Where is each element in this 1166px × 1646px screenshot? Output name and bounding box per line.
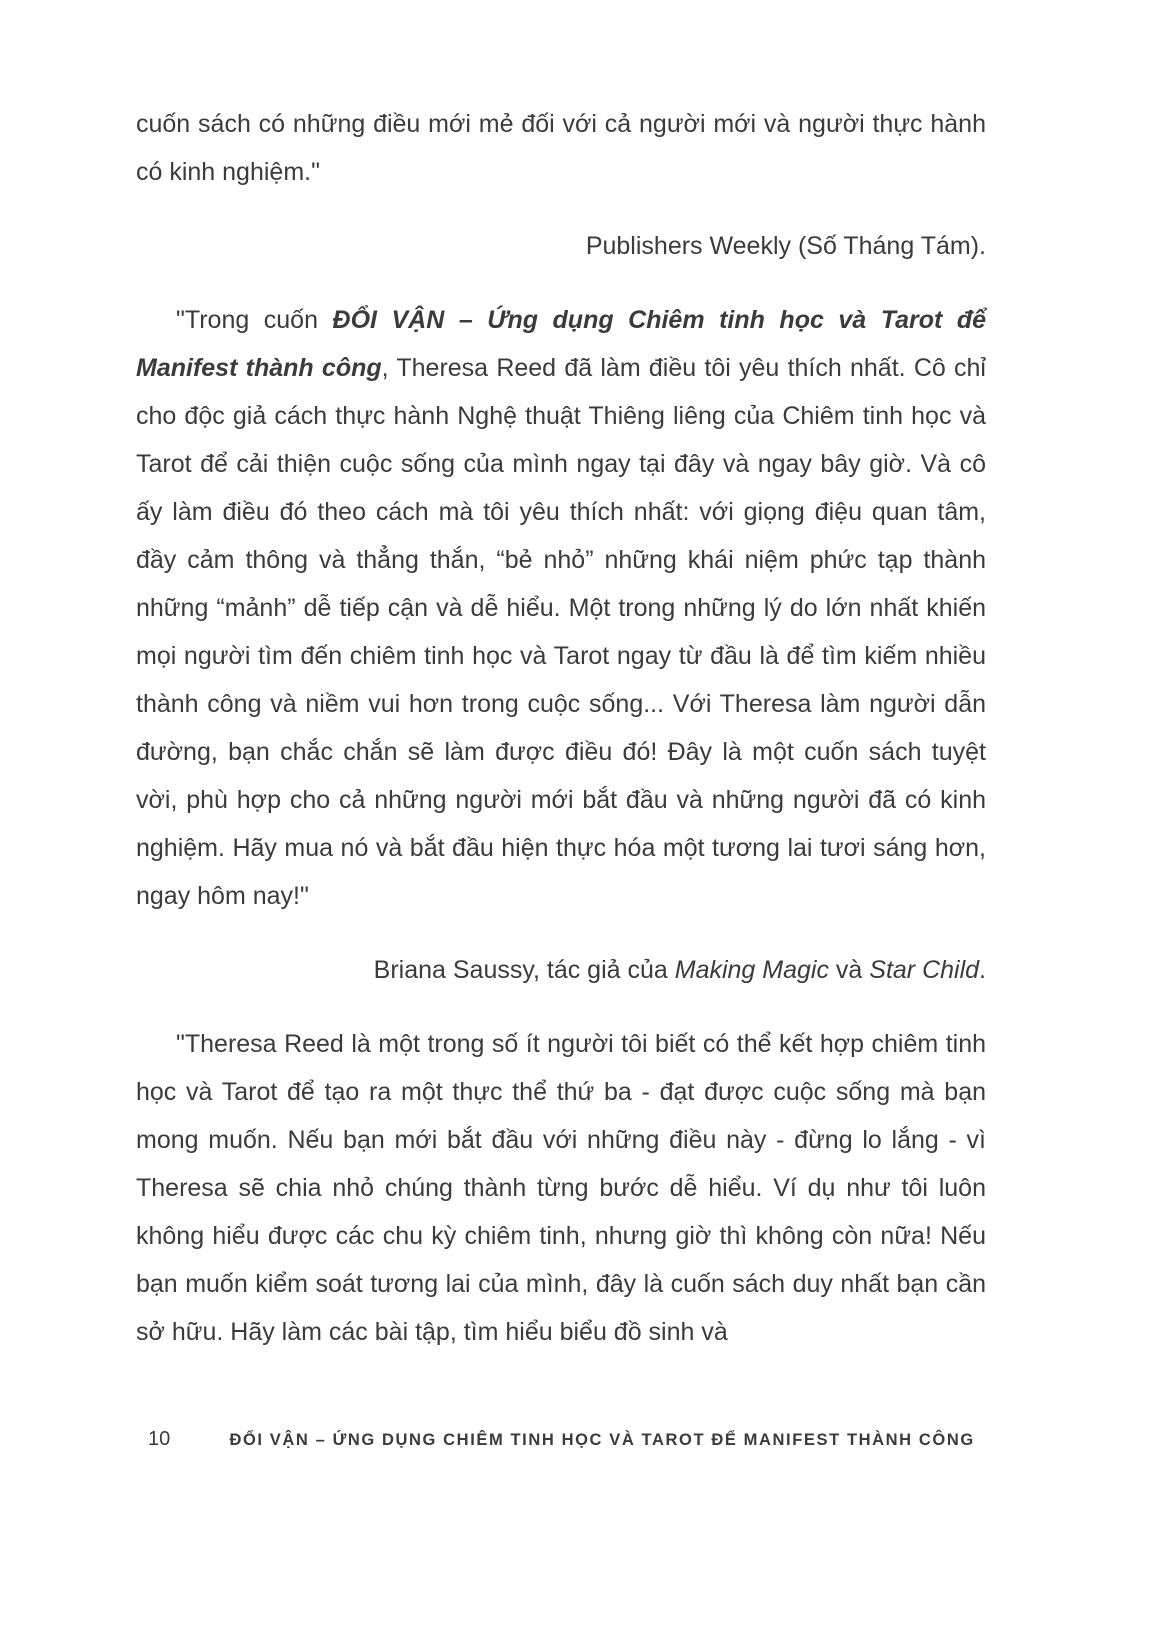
page-number: 10: [148, 1428, 171, 1450]
text-segment: .: [979, 956, 986, 984]
text-segment: , Theresa Reed đã làm điều tôi yêu thích nhất. Cô chỉ cho độc giả cách thực hành Nghệ thuật Thiêng liêng của Chiêm tinh học và Tarot để cải thiện cuộc sống của mình ngay tại đây và ngay bây giờ. Và cô ấy làm điều đó theo cách mà tôi yêu thích nhất: với giọng điệu quan tâm, đầy cảm thông và thẳng thắn, “bẻ nhỏ” những khái niệm phức tạp thành những “mảnh” dễ tiếp cận và dễ hiểu. Một trong những lý do lớn nhất khiến mọi người tìm đến chiêm tinh học và Tarot ngay từ đầu là để tìm kiếm nhiều thành công và niềm vui hơn trong cuộc sống... Với Theresa làm người dẫn đường, bạn chắc chắn sẽ làm được điều đó! Đây là một cuốn sách tuyệt vời, phù hợp cho cả những người mới bắt đầu và những người đã có kinh nghiệm. Hãy mua nó và bắt đầu hiện thực hóa một tương lai tươi sáng hơn, ngay hôm nay!": [136, 354, 986, 910]
text-segment: ĐỔI VẬN – Ứng dụng Chiêm tinh học và Tarot để Manifest thành công: [136, 306, 987, 382]
text-segment: "Trong cuốn: [176, 306, 333, 334]
text-segment: và: [828, 956, 870, 984]
body-paragraph: [136, 1020, 986, 1356]
attribution: [136, 946, 986, 994]
text-segment: cuốn sách có những điều mới mẻ đối với cả người mới và người thực hành có kinh nghiệm.": [136, 110, 986, 186]
text-segment: Briana Saussy, tác giả của: [373, 956, 675, 984]
text-segment: Star Child: [869, 956, 980, 984]
text-segment: Making Magic: [674, 956, 829, 984]
page-footer: [148, 1428, 1034, 1451]
page-content: [136, 100, 986, 1356]
body-paragraph: [136, 296, 986, 920]
attribution: [136, 222, 986, 270]
text-segment: Publishers Weekly (Số Tháng Tám).: [585, 232, 986, 260]
body-paragraph: [136, 100, 986, 196]
running-title: ĐỔI VẬN – ỨNG DỤNG CHIÊM TINH HỌC VÀ TAROT ĐỂ MANIFEST THÀNH CÔNG: [229, 1431, 975, 1449]
text-segment: "Theresa Reed là một trong số ít người tôi biết có thể kết hợp chiêm tinh học và Tarot để tạo ra một thực thể thứ ba - đạt được cuộc sống mà bạn mong muốn. Nếu bạn mới bắt đầu với những điều này - đừng lo lắng - vì Theresa sẽ chia nhỏ chúng thành từng bước dễ hiểu. Ví dụ như tôi luôn không hiểu được các chu kỳ chiêm tinh, nhưng giờ thì không còn nữa! Nếu bạn muốn kiểm soát tương lai của mình, đây là cuốn sách duy nhất bạn cần sở hữu. Hãy làm các bài tập, tìm hiểu biểu đồ sinh và: [136, 1030, 986, 1346]
